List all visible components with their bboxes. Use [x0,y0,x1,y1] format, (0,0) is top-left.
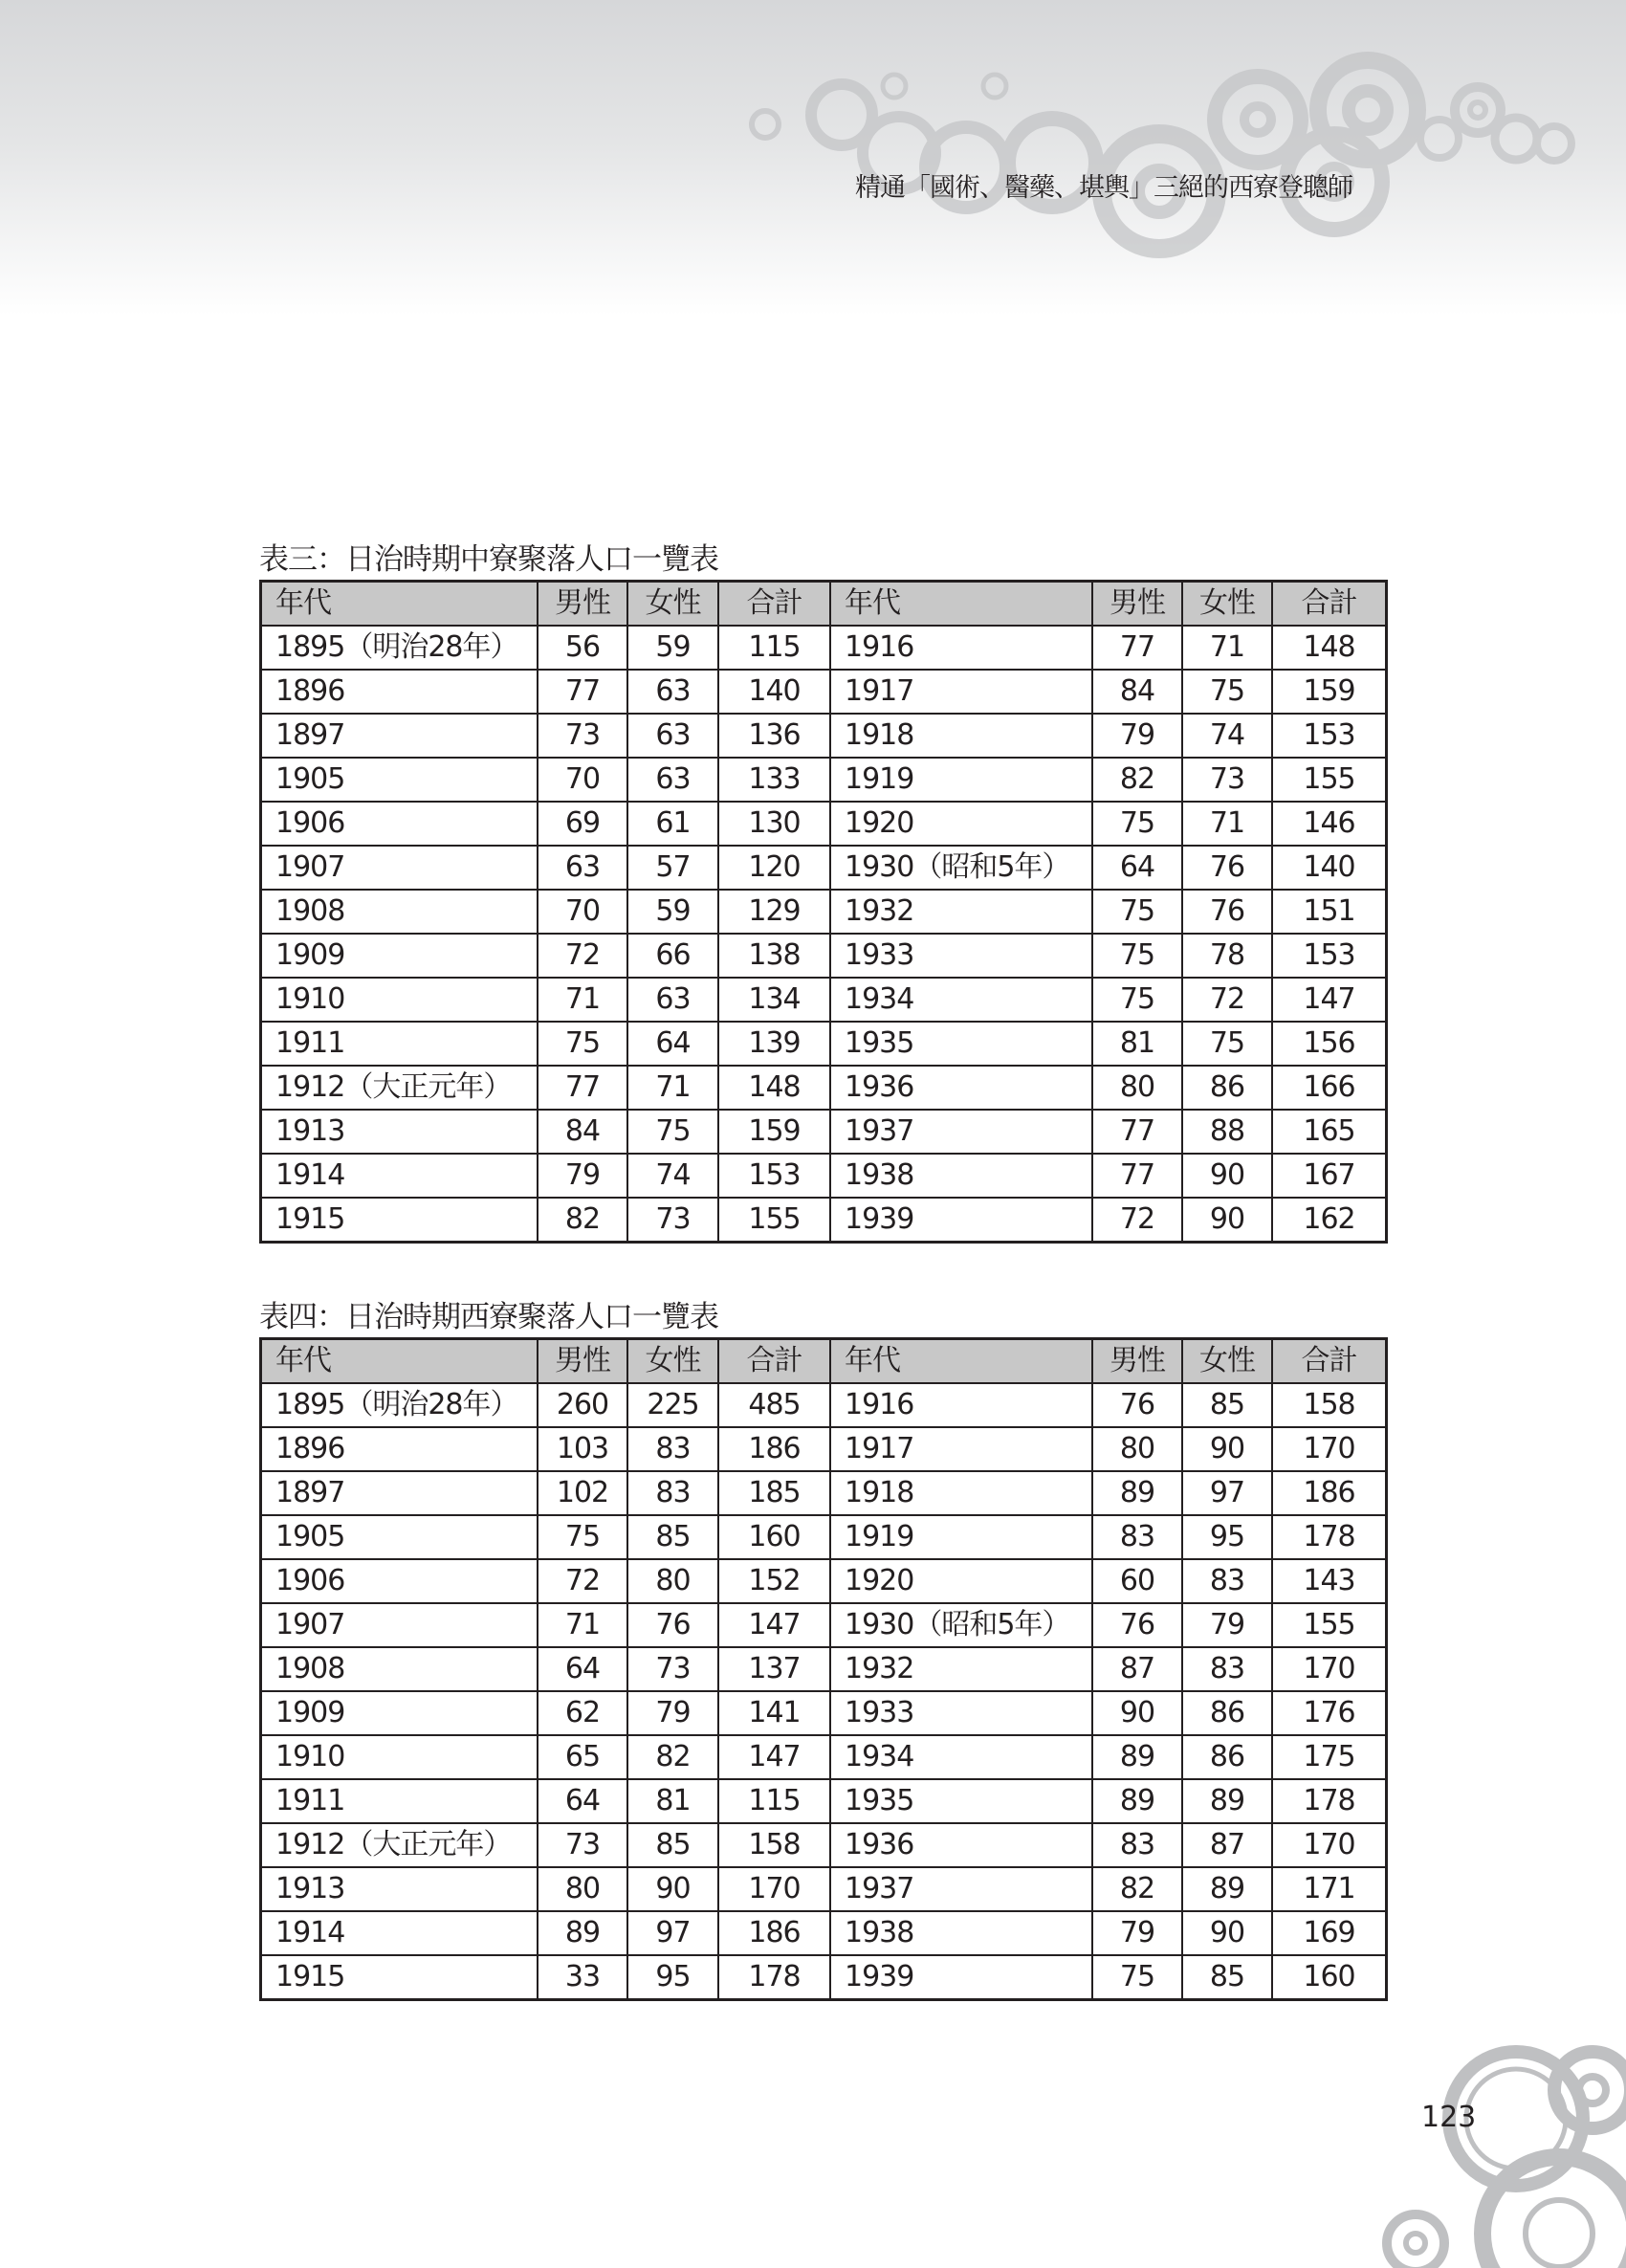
count-cell: 89 [1182,1779,1272,1823]
count-cell: 152 [718,1559,830,1603]
column-header: 年代 [830,582,1092,627]
year-cell: 1910 [261,978,538,1022]
count-cell: 72 [538,934,627,978]
count-cell: 170 [718,1867,830,1911]
year-cell: 1916 [830,626,1092,670]
table-4-title: 表四：日治時期西寮聚落人口一覽表 [259,1300,718,1334]
count-cell: 84 [538,1110,627,1154]
table-row [261,1955,1387,2000]
table-header-row [261,1339,1387,1384]
count-cell: 81 [627,1779,718,1823]
count-cell: 81 [1092,1022,1182,1066]
count-cell: 64 [538,1647,627,1691]
count-cell: 85 [1182,1955,1272,2000]
count-cell: 76 [1182,890,1272,934]
count-cell: 64 [627,1022,718,1066]
year-cell: 1914 [261,1911,538,1955]
year-cell: 1920 [830,1559,1092,1603]
column-header: 女性 [1182,1339,1272,1384]
year-cell: 1897 [261,1471,538,1515]
table-header-row [261,582,1387,627]
count-cell: 86 [1182,1066,1272,1110]
count-cell: 87 [1182,1823,1272,1867]
count-cell: 165 [1272,1110,1387,1154]
count-cell: 485 [718,1383,830,1427]
count-cell: 147 [718,1603,830,1647]
table-row [261,1911,1387,1955]
count-cell: 140 [718,670,830,714]
count-cell: 82 [1092,1867,1182,1911]
column-header: 年代 [830,1339,1092,1384]
year-cell: 1906 [261,1559,538,1603]
count-cell: 158 [718,1823,830,1867]
count-cell: 71 [538,1603,627,1647]
year-cell: 1936 [830,1823,1092,1867]
column-header: 男性 [538,582,627,627]
year-cell: 1916 [830,1383,1092,1427]
count-cell: 75 [1092,802,1182,846]
count-cell: 176 [1272,1691,1387,1735]
year-cell: 1909 [261,934,538,978]
table-row [261,758,1387,802]
count-cell: 62 [538,1691,627,1735]
count-cell: 69 [538,802,627,846]
count-cell: 170 [1272,1427,1387,1471]
count-cell: 78 [1182,934,1272,978]
count-cell: 71 [538,978,627,1022]
year-cell: 1918 [830,714,1092,758]
count-cell: 170 [1272,1647,1387,1691]
count-cell: 148 [1272,626,1387,670]
count-cell: 73 [1182,758,1272,802]
year-cell: 1930（昭和5年） [830,1603,1092,1647]
count-cell: 155 [718,1198,830,1243]
count-cell: 147 [1272,978,1387,1022]
count-cell: 89 [1092,1735,1182,1779]
count-cell: 90 [627,1867,718,1911]
year-cell: 1937 [830,1867,1092,1911]
count-cell: 151 [1272,890,1387,934]
count-cell: 155 [1272,1603,1387,1647]
count-cell: 56 [538,626,627,670]
year-cell: 1897 [261,714,538,758]
count-cell: 63 [538,846,627,890]
count-cell: 64 [1092,846,1182,890]
column-header: 男性 [1092,1339,1182,1384]
count-cell: 57 [627,846,718,890]
year-cell: 1911 [261,1779,538,1823]
count-cell: 76 [627,1603,718,1647]
count-cell: 73 [538,1823,627,1867]
count-cell: 90 [1182,1427,1272,1471]
table-row [261,626,1387,670]
table-row [261,1198,1387,1243]
count-cell: 159 [718,1110,830,1154]
table-row [261,1066,1387,1110]
count-cell: 72 [1092,1198,1182,1243]
year-cell: 1934 [830,1735,1092,1779]
year-cell: 1930（昭和5年） [830,846,1092,890]
year-cell: 1906 [261,802,538,846]
count-cell: 159 [1272,670,1387,714]
count-cell: 170 [1272,1823,1387,1867]
count-cell: 160 [718,1515,830,1559]
count-cell: 64 [538,1779,627,1823]
column-header: 女性 [627,1339,718,1384]
column-header: 合計 [718,582,830,627]
count-cell: 77 [1092,1110,1182,1154]
count-cell: 158 [1272,1383,1387,1427]
count-cell: 77 [1092,626,1182,670]
year-cell: 1907 [261,846,538,890]
count-cell: 80 [538,1867,627,1911]
count-cell: 85 [627,1823,718,1867]
year-cell: 1935 [830,1022,1092,1066]
table-row [261,1691,1387,1735]
count-cell: 73 [627,1647,718,1691]
column-header: 男性 [1092,582,1182,627]
count-cell: 76 [1092,1383,1182,1427]
count-cell: 82 [1092,758,1182,802]
count-cell: 80 [1092,1427,1182,1471]
table-row [261,1867,1387,1911]
count-cell: 186 [718,1427,830,1471]
count-cell: 86 [1182,1735,1272,1779]
table-row [261,846,1387,890]
count-cell: 75 [627,1110,718,1154]
count-cell: 76 [1092,1603,1182,1647]
table-3-population-zhongliao [259,580,1388,1244]
count-cell: 140 [1272,846,1387,890]
count-cell: 130 [718,802,830,846]
count-cell: 85 [1182,1383,1272,1427]
table-row [261,1427,1387,1471]
count-cell: 83 [1092,1515,1182,1559]
year-cell: 1896 [261,1427,538,1471]
year-cell: 1919 [830,1515,1092,1559]
table-row [261,1559,1387,1603]
page-number: 123 [1421,2101,1477,2134]
count-cell: 95 [627,1955,718,2000]
count-cell: 89 [1092,1471,1182,1515]
table-row [261,714,1387,758]
count-cell: 75 [1092,890,1182,934]
year-cell: 1938 [830,1911,1092,1955]
count-cell: 75 [538,1022,627,1066]
year-cell: 1938 [830,1154,1092,1198]
count-cell: 143 [1272,1559,1387,1603]
year-cell: 1915 [261,1955,538,2000]
count-cell: 95 [1182,1515,1272,1559]
count-cell: 147 [718,1735,830,1779]
count-cell: 83 [627,1427,718,1471]
table-row [261,1110,1387,1154]
year-cell: 1933 [830,934,1092,978]
year-cell: 1937 [830,1110,1092,1154]
year-cell: 1912（大正元年） [261,1823,538,1867]
column-header: 年代 [261,1339,538,1384]
count-cell: 71 [627,1066,718,1110]
count-cell: 59 [627,626,718,670]
count-cell: 80 [627,1559,718,1603]
count-cell: 178 [1272,1515,1387,1559]
count-cell: 186 [1272,1471,1387,1515]
year-cell: 1910 [261,1735,538,1779]
count-cell: 70 [538,890,627,934]
count-cell: 73 [627,1198,718,1243]
count-cell: 103 [538,1427,627,1471]
year-cell: 1909 [261,1691,538,1735]
year-cell: 1905 [261,1515,538,1559]
count-cell: 79 [538,1154,627,1198]
count-cell: 72 [1182,978,1272,1022]
count-cell: 79 [1182,1603,1272,1647]
table-row [261,1515,1387,1559]
count-cell: 90 [1092,1691,1182,1735]
column-header: 女性 [627,582,718,627]
table-row [261,670,1387,714]
year-cell: 1907 [261,1603,538,1647]
count-cell: 75 [538,1515,627,1559]
year-cell: 1932 [830,1647,1092,1691]
count-cell: 138 [718,934,830,978]
count-cell: 153 [718,1154,830,1198]
count-cell: 33 [538,1955,627,2000]
year-cell: 1919 [830,758,1092,802]
table-row [261,1471,1387,1515]
count-cell: 73 [538,714,627,758]
count-cell: 120 [718,846,830,890]
count-cell: 59 [627,890,718,934]
count-cell: 76 [1182,846,1272,890]
table-row [261,1383,1387,1427]
count-cell: 178 [1272,1779,1387,1823]
count-cell: 134 [718,978,830,1022]
count-cell: 90 [1182,1911,1272,1955]
count-cell: 86 [1182,1691,1272,1735]
count-cell: 71 [1182,626,1272,670]
count-cell: 115 [718,1779,830,1823]
count-cell: 83 [1182,1559,1272,1603]
count-cell: 162 [1272,1198,1387,1243]
table-row [261,1823,1387,1867]
count-cell: 79 [1092,714,1182,758]
year-cell: 1915 [261,1198,538,1243]
count-cell: 153 [1272,714,1387,758]
year-cell: 1935 [830,1779,1092,1823]
running-header-title: 精通「國術、醫藥、堪輿」三絕的西寮登聰師 [855,173,1352,203]
count-cell: 63 [627,714,718,758]
year-cell: 1936 [830,1066,1092,1110]
table-row [261,1154,1387,1198]
count-cell: 175 [1272,1735,1387,1779]
table-row [261,802,1387,846]
table-row [261,1647,1387,1691]
year-cell: 1908 [261,1647,538,1691]
column-header: 合計 [718,1339,830,1384]
count-cell: 178 [718,1955,830,2000]
count-cell: 85 [627,1515,718,1559]
count-cell: 97 [1182,1471,1272,1515]
count-cell: 74 [1182,714,1272,758]
count-cell: 90 [1182,1198,1272,1243]
year-cell: 1918 [830,1471,1092,1515]
count-cell: 80 [1092,1066,1182,1110]
column-header: 男性 [538,1339,627,1384]
table-3-title: 表三：日治時期中寮聚落人口一覽表 [259,542,718,577]
count-cell: 129 [718,890,830,934]
year-cell: 1939 [830,1198,1092,1243]
count-cell: 77 [1092,1154,1182,1198]
count-cell: 160 [1272,1955,1387,2000]
count-cell: 186 [718,1911,830,1955]
year-cell: 1914 [261,1154,538,1198]
year-cell: 1932 [830,890,1092,934]
table-row [261,1735,1387,1779]
count-cell: 79 [1092,1911,1182,1955]
table-row [261,978,1387,1022]
table-row [261,890,1387,934]
count-cell: 166 [1272,1066,1387,1110]
year-cell: 1939 [830,1955,1092,2000]
year-cell: 1908 [261,890,538,934]
table-row [261,1603,1387,1647]
year-cell: 1911 [261,1022,538,1066]
count-cell: 136 [718,714,830,758]
count-cell: 74 [627,1154,718,1198]
year-cell: 1934 [830,978,1092,1022]
count-cell: 75 [1182,1022,1272,1066]
year-cell: 1917 [830,670,1092,714]
count-cell: 89 [1092,1779,1182,1823]
column-header: 年代 [261,582,538,627]
year-cell: 1895（明治28年） [261,626,538,670]
year-cell: 1913 [261,1110,538,1154]
count-cell: 71 [1182,802,1272,846]
year-cell: 1912（大正元年） [261,1066,538,1110]
table-row [261,1022,1387,1066]
count-cell: 139 [718,1022,830,1066]
count-cell: 89 [538,1911,627,1955]
count-cell: 77 [538,670,627,714]
count-cell: 102 [538,1471,627,1515]
count-cell: 84 [1092,670,1182,714]
year-cell: 1917 [830,1427,1092,1471]
count-cell: 167 [1272,1154,1387,1198]
count-cell: 171 [1272,1867,1387,1911]
count-cell: 75 [1092,978,1182,1022]
count-cell: 83 [1092,1823,1182,1867]
column-header: 合計 [1272,582,1387,627]
count-cell: 88 [1182,1110,1272,1154]
year-cell: 1933 [830,1691,1092,1735]
count-cell: 79 [627,1691,718,1735]
count-cell: 137 [718,1647,830,1691]
count-cell: 83 [1182,1647,1272,1691]
table-row [261,1779,1387,1823]
count-cell: 97 [627,1911,718,1955]
column-header: 合計 [1272,1339,1387,1384]
count-cell: 148 [718,1066,830,1110]
count-cell: 63 [627,670,718,714]
count-cell: 75 [1092,1955,1182,2000]
count-cell: 156 [1272,1022,1387,1066]
count-cell: 66 [627,934,718,978]
count-cell: 63 [627,758,718,802]
count-cell: 72 [538,1559,627,1603]
count-cell: 61 [627,802,718,846]
count-cell: 89 [1182,1867,1272,1911]
year-cell: 1920 [830,802,1092,846]
count-cell: 90 [1182,1154,1272,1198]
count-cell: 225 [627,1383,718,1427]
count-cell: 70 [538,758,627,802]
count-cell: 82 [627,1735,718,1779]
count-cell: 75 [1092,934,1182,978]
count-cell: 153 [1272,934,1387,978]
count-cell: 155 [1272,758,1387,802]
table-row [261,934,1387,978]
count-cell: 82 [538,1198,627,1243]
count-cell: 77 [538,1066,627,1110]
count-cell: 115 [718,626,830,670]
table-4-population-xiliao [259,1337,1388,2001]
count-cell: 60 [1092,1559,1182,1603]
year-cell: 1913 [261,1867,538,1911]
count-cell: 185 [718,1471,830,1515]
count-cell: 75 [1182,670,1272,714]
column-header: 女性 [1182,582,1272,627]
count-cell: 141 [718,1691,830,1735]
count-cell: 146 [1272,802,1387,846]
count-cell: 260 [538,1383,627,1427]
count-cell: 65 [538,1735,627,1779]
count-cell: 169 [1272,1911,1387,1955]
year-cell: 1895（明治28年） [261,1383,538,1427]
count-cell: 63 [627,978,718,1022]
year-cell: 1905 [261,758,538,802]
count-cell: 133 [718,758,830,802]
count-cell: 87 [1092,1647,1182,1691]
count-cell: 83 [627,1471,718,1515]
year-cell: 1896 [261,670,538,714]
